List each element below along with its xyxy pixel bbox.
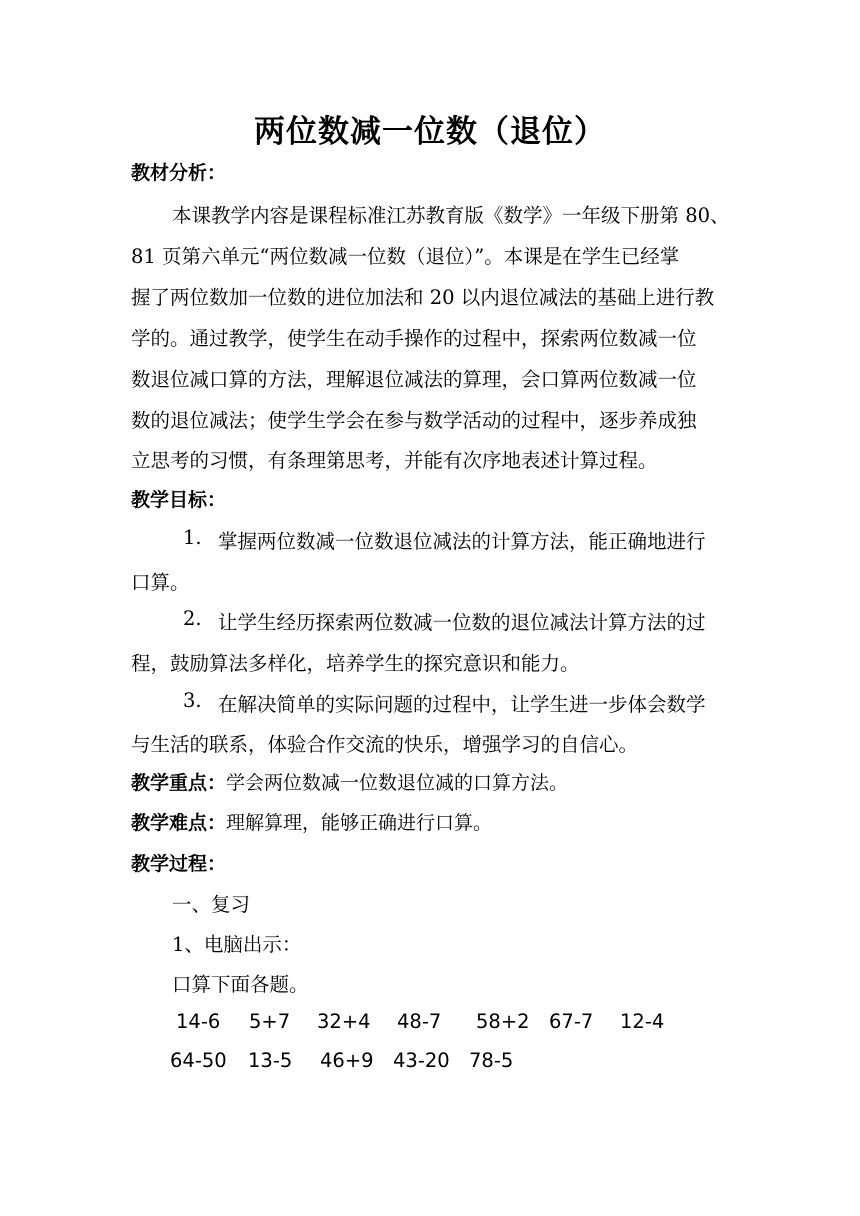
calc-item: 46+9 xyxy=(320,1049,374,1072)
difficulty xyxy=(131,808,492,835)
key-point-heading: 教学重点： xyxy=(131,772,227,794)
goal-text: 让学生经历探索两位数减一位数的退位减法计算方法的过 xyxy=(218,611,706,634)
analysis-line: 81 页第六单元“两位数减一位数（退位）”。本课是在学生已经掌 xyxy=(131,245,680,268)
calc-item: 12-4 xyxy=(620,1010,665,1033)
goal-text: 程，鼓励算法多样化，培养学生的探究意识和能力。 xyxy=(131,652,580,675)
analysis-line: 本课教学内容是课程标准江苏教育版《数学》一年级下册第 80、 xyxy=(172,204,730,227)
calc-item: 32+4 xyxy=(317,1010,371,1033)
goal-text: 与生活的联系，体验合作交流的快乐，增强学习的自信心。 xyxy=(131,733,639,756)
goal-number: 2. xyxy=(183,607,202,630)
section-title: 一、复习 xyxy=(172,893,251,916)
goal-text: 口算。 xyxy=(131,571,190,594)
calc-item: 64-50 xyxy=(170,1049,227,1072)
instruction-text: 口算下面各题。 xyxy=(172,973,309,996)
goal-text: 掌握两位数减一位数退位减法的计算方法，能正确地进行 xyxy=(218,530,706,553)
analysis-heading: 教材分析： xyxy=(131,162,227,184)
goal-text: 在解决简单的实际问题的过程中，让学生进一步体会数学 xyxy=(218,693,706,716)
difficulty-text: 理解算理，能够正确进行口算。 xyxy=(226,812,493,834)
analysis-line: 握了两位数加一位数的进位加法和 20 以内退位减法的基础上进行教 xyxy=(131,286,715,309)
calc-item: 43-20 xyxy=(393,1049,450,1072)
calc-item: 13-5 xyxy=(248,1049,293,1072)
analysis-line: 立思考的习惯，有条理第思考，并能有次序地表述计算过程。 xyxy=(131,449,658,472)
calc-item: 5+7 xyxy=(249,1010,291,1033)
goal-number: 3. xyxy=(183,689,202,712)
calc-item: 48-7 xyxy=(397,1010,442,1033)
calc-item: 14-6 xyxy=(176,1010,221,1033)
goals-heading: 教学目标： xyxy=(131,489,227,511)
analysis-line: 数的退位减法；使学生学会在参与数学活动的过程中，逐步养成独 xyxy=(131,409,697,432)
calc-item: 67-7 xyxy=(549,1010,594,1033)
analysis-line: 学的。通过教学，使学生在动手操作的过程中，探索两位数减一位 xyxy=(131,327,697,350)
analysis-line: 数退位减口算的方法，理解退位减法的算理，会口算两位数减一位 xyxy=(131,368,697,391)
step-title: 1、电脑出示： xyxy=(172,933,302,956)
calc-item: 58+2 xyxy=(476,1010,530,1033)
goal-number: 1. xyxy=(183,526,202,549)
calc-item: 78-5 xyxy=(469,1049,514,1072)
key-point xyxy=(131,768,568,795)
key-point-text: 学会两位数减一位数退位减的口算方法。 xyxy=(226,772,569,794)
difficulty-heading: 教学难点： xyxy=(131,812,227,834)
page-title: 两位数减一位数（退位） xyxy=(254,114,606,150)
process-heading: 教学过程： xyxy=(131,853,227,875)
